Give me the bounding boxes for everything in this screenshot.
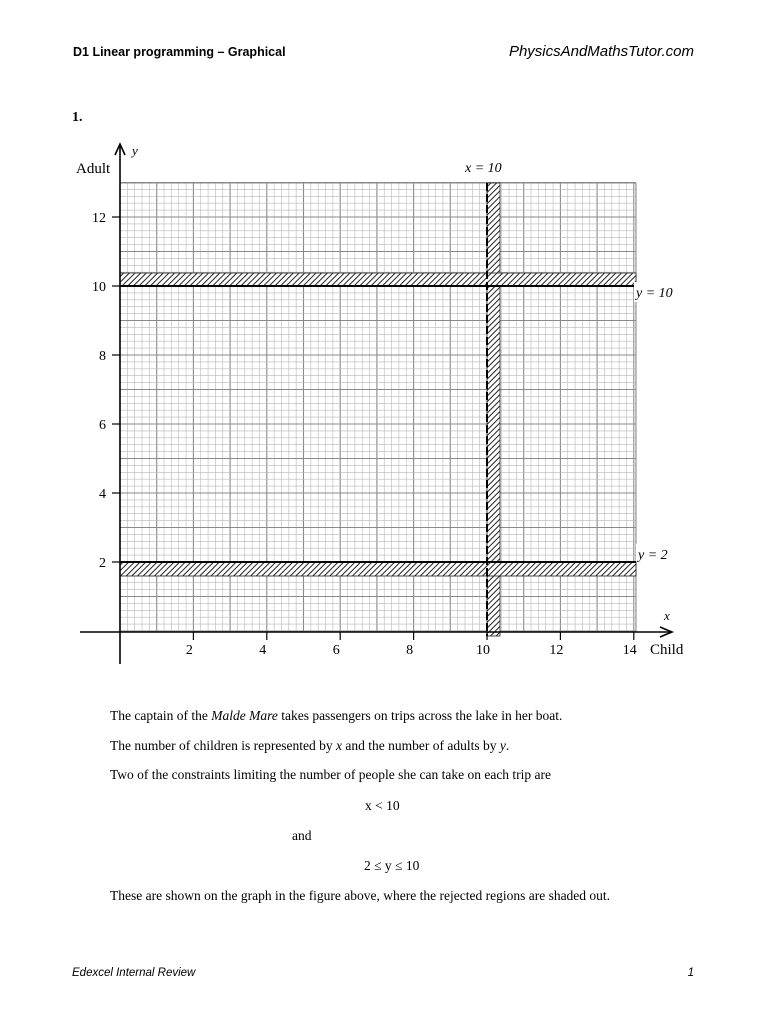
x-tick-label: 2 (185, 643, 193, 658)
x-tick-label: 14 (622, 643, 637, 658)
y-tick-label: 12 (92, 211, 106, 226)
question-number: 1. (72, 110, 83, 125)
text-line-2 (110, 738, 509, 754)
text-var-y: y (499, 738, 506, 753)
document-title: D1 Linear programming – Graphical (73, 45, 286, 59)
footer-source: Edexcel Internal Review (72, 967, 196, 979)
x-tick-label: 12 (549, 643, 564, 658)
text-line-2-start: The number of children is represented by (110, 738, 337, 753)
x-tick-label: 4 (259, 643, 267, 658)
label-x-10: x = 10 (465, 161, 502, 176)
constraint-y-between: 2 ≤ y ≤ 10 (364, 858, 420, 873)
x-tick-label: 6 (332, 643, 340, 658)
text-line-1-start: The captain of the (110, 708, 212, 723)
label-y-10: y = 10 (636, 286, 673, 301)
x-tick-label: 10 (476, 643, 490, 658)
x-axis-letter: x (664, 608, 670, 623)
y-tick-label: 4 (99, 487, 106, 502)
x-axis-name: Child (650, 642, 684, 658)
rejected-region-y-10 (120, 273, 636, 286)
y-tick-label: 2 (99, 556, 106, 571)
y-axis-letter: y (132, 143, 138, 158)
text-line-2-end: . (505, 738, 510, 753)
text-line-2-mid: and the number of adults by (342, 738, 500, 753)
label-y-2: y = 2 (638, 548, 668, 563)
text-line-1 (110, 708, 562, 724)
text-line-4: These are shown on the graph in the figure above, where the rejected regions are shaded out. (110, 888, 611, 903)
page-number: 1 (687, 967, 694, 979)
y-axis-name: Adult (76, 161, 111, 177)
rejected-region-y-2 (120, 562, 636, 576)
boat-name: Malde Mare (211, 708, 278, 723)
constraint-x-less-10: x < 10 (365, 798, 400, 813)
y-tick-label: 8 (99, 349, 106, 364)
site-name: PhysicsAndMathsTutor.com (508, 43, 694, 60)
y-tick-label: 6 (99, 418, 106, 433)
and-word: and (292, 828, 312, 843)
y-tick-label: 10 (92, 280, 106, 295)
text-line-1-end: takes passengers on trips across the lake in her boat. (277, 708, 563, 723)
text-line-3: Two of the constraints limiting the number of people she can take on each trip are (110, 767, 552, 782)
text-var-x: x (336, 738, 343, 753)
x-tick-label: 8 (406, 643, 414, 658)
